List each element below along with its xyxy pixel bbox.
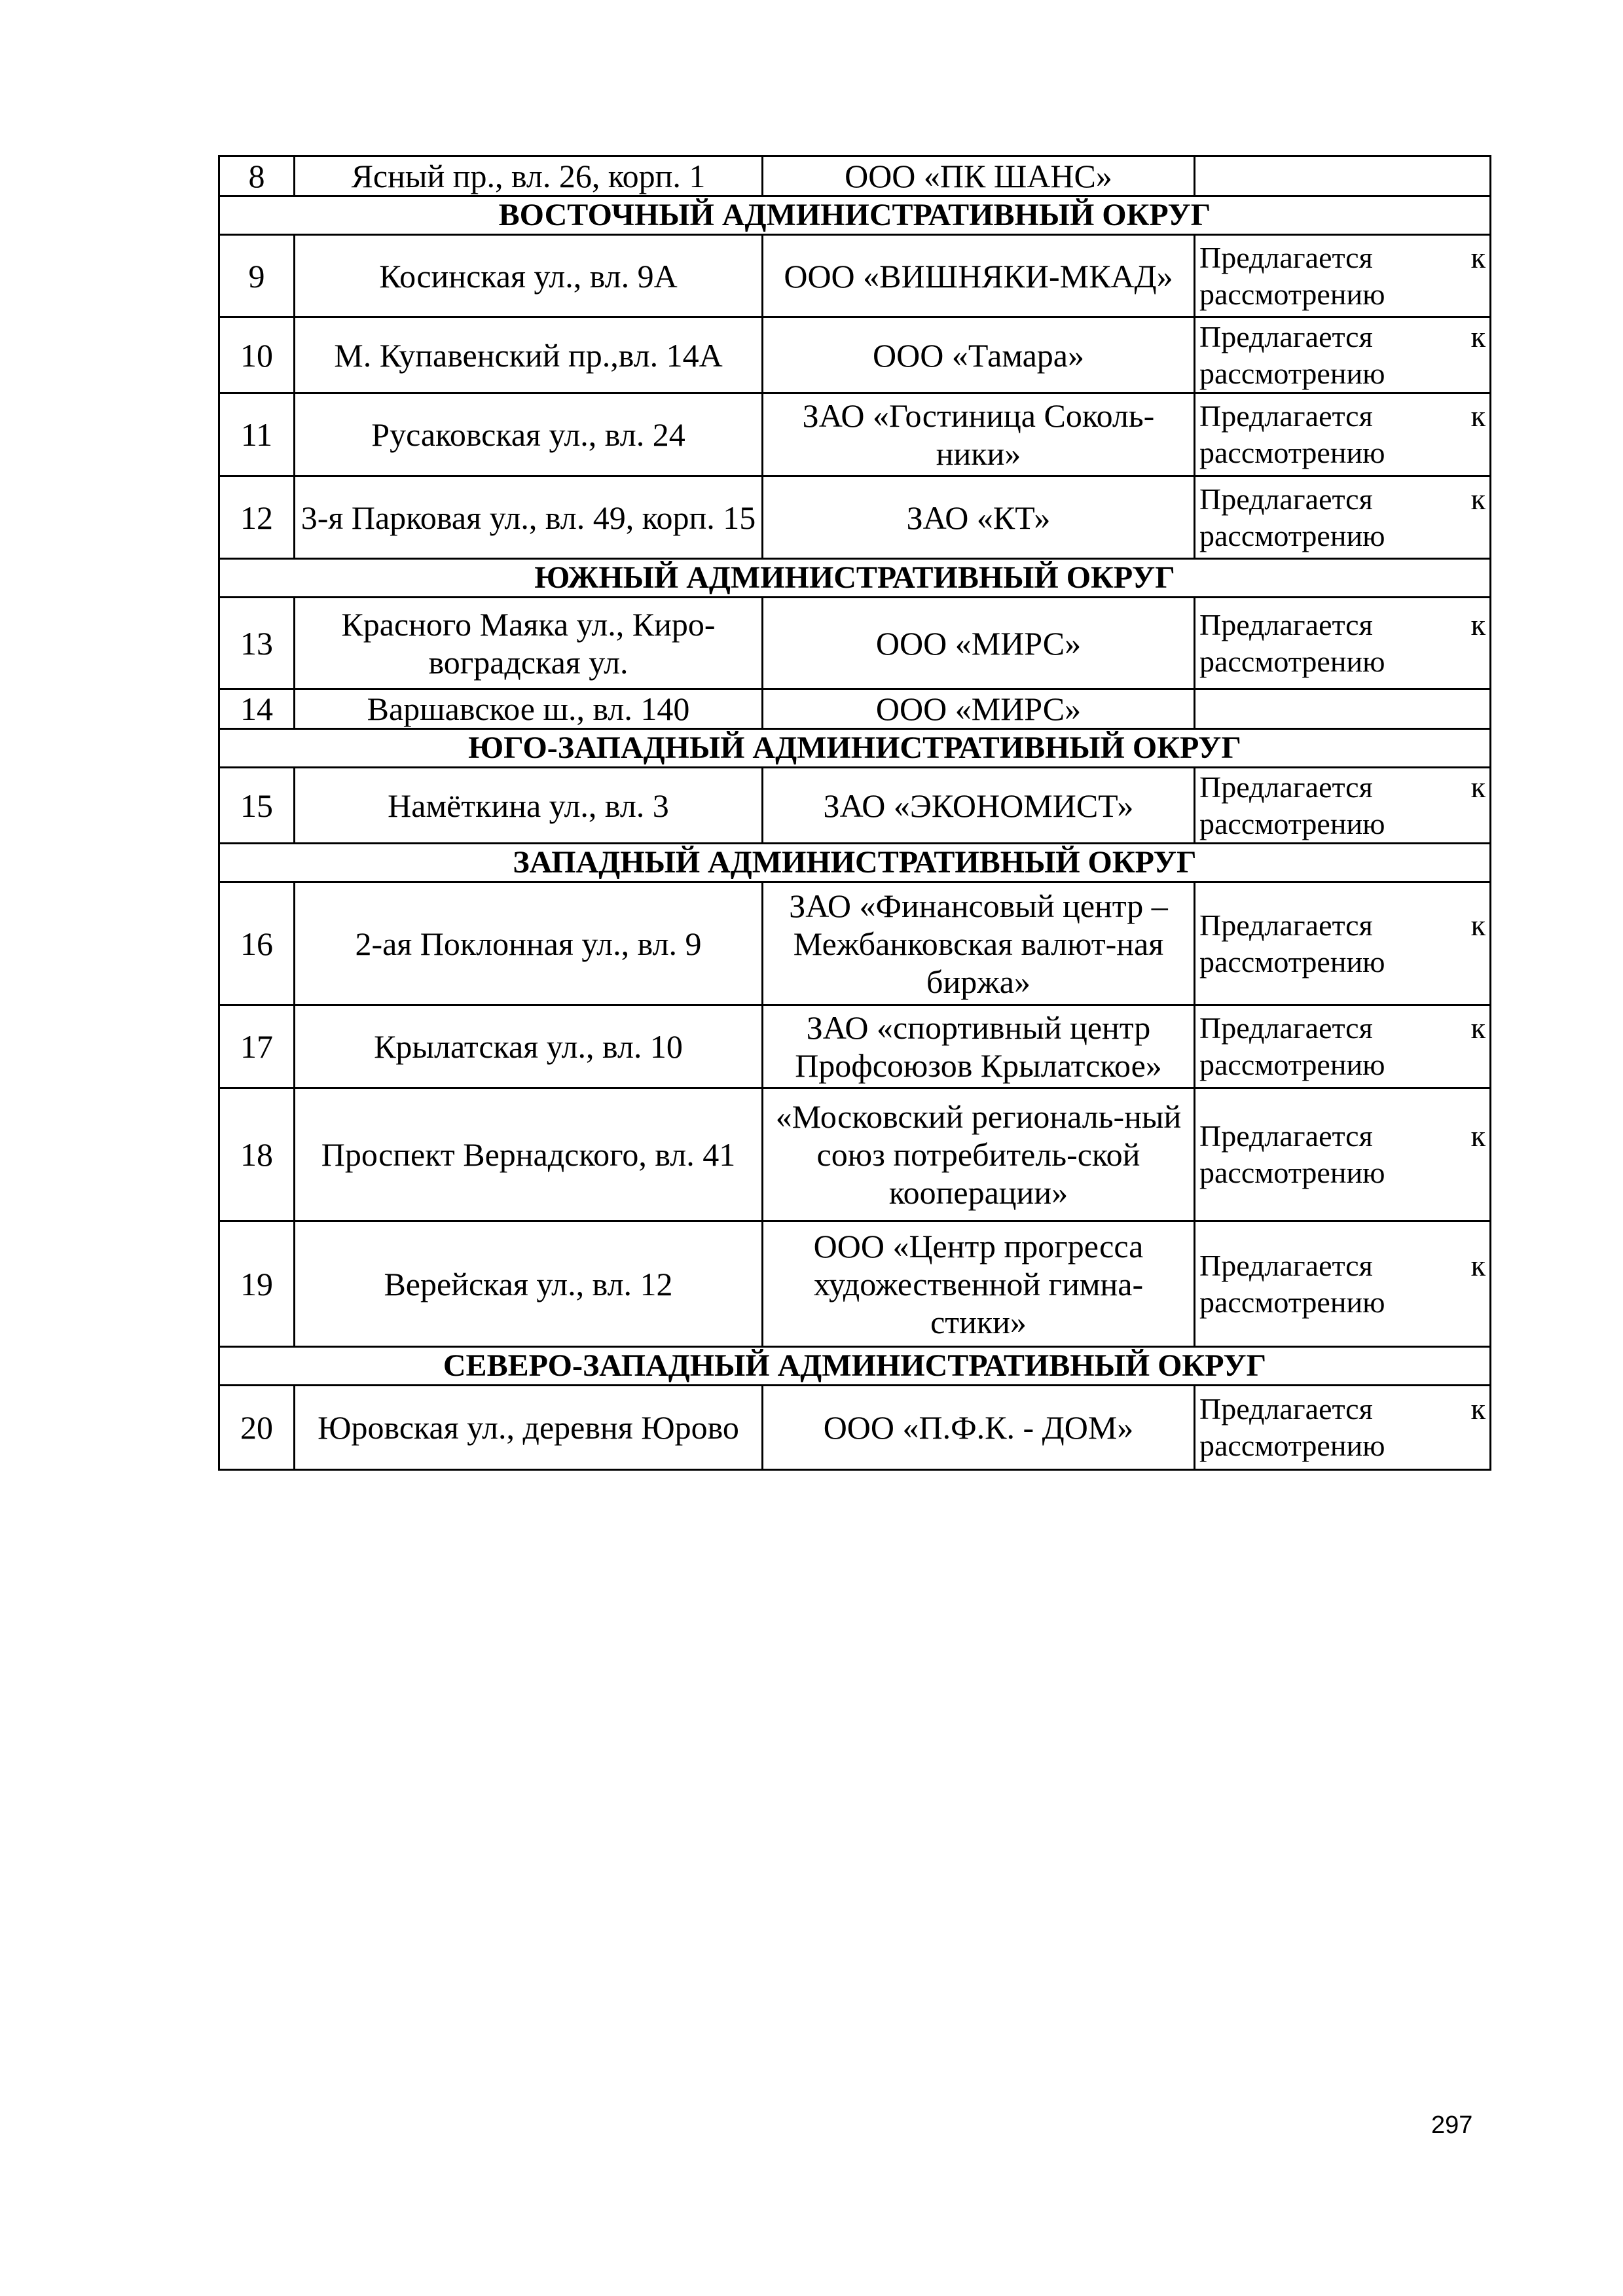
table-row [219,476,1491,559]
address-cell: Проспект Вернадского, вл. 41 [295,1088,763,1221]
organization-cell: ООО «МИРС» [763,689,1195,729]
table-row [219,689,1491,729]
organization-cell: ООО «ВИШНЯКИ-МКАД» [763,235,1195,317]
note-cell: Предлагается к рассмотрению [1195,393,1491,476]
table-row [219,317,1491,393]
table-row [219,235,1491,317]
address-cell: Варшавское ш., вл. 140 [295,689,763,729]
organization-cell: ООО «П.Ф.К. - ДОМ» [763,1386,1195,1470]
row-number: 18 [219,1088,295,1221]
table-row [219,1221,1491,1347]
section-title: СЕВЕРО-ЗАПАДНЫЙ АДМИНИСТРАТИВНЫЙ ОКРУГ [219,1347,1491,1386]
section-row [219,844,1491,882]
row-number: 14 [219,689,295,729]
row-number: 16 [219,882,295,1005]
row-number: 20 [219,1386,295,1470]
section-row [219,559,1491,598]
organization-cell: «Московский региональ-ный союз потребитель-ской кооперации» [763,1088,1195,1221]
row-number: 19 [219,1221,295,1347]
table-row [219,156,1491,196]
table-row [219,882,1491,1005]
note-cell [1195,689,1491,729]
document-table [218,155,1491,1471]
row-number: 8 [219,156,295,196]
section-row [219,1347,1491,1386]
section-title: ВОСТОЧНЫЙ АДМИНИСТРАТИВНЫЙ ОКРУГ [219,196,1491,235]
note-cell: Предлагается к рассмотрению [1195,598,1491,689]
table-row [219,1005,1491,1088]
address-cell: М. Купавенский пр.,вл. 14А [295,317,763,393]
section-row [219,729,1491,768]
organization-cell: ЗАО «Финансовый центр – Межбанковская валют-ная биржа» [763,882,1195,1005]
organization-cell: ЗАО «КТ» [763,476,1195,559]
section-title: ЗАПАДНЫЙ АДМИНИСТРАТИВНЫЙ ОКРУГ [219,844,1491,882]
row-number: 15 [219,768,295,844]
address-cell: Ясный пр., вл. 26, корп. 1 [295,156,763,196]
organization-cell: ООО «МИРС» [763,598,1195,689]
organization-cell: ООО «Тамара» [763,317,1195,393]
note-cell: Предлагается к рассмотрению [1195,1221,1491,1347]
note-cell: Предлагается к рассмотрению [1195,476,1491,559]
table-row [219,598,1491,689]
organization-cell: ЗАО «ЭКОНОМИСТ» [763,768,1195,844]
note-cell: Предлагается к рассмотрению [1195,1386,1491,1470]
table-row [219,768,1491,844]
table-row [219,1088,1491,1221]
note-cell [1195,156,1491,196]
row-number: 9 [219,235,295,317]
table-row [219,1386,1491,1470]
note-cell: Предлагается к рассмотрению [1195,317,1491,393]
page-number: 297 [1431,2111,1473,2139]
address-cell: 2-ая Поклонная ул., вл. 9 [295,882,763,1005]
table-body [219,156,1491,1470]
address-cell: Юровская ул., деревня Юрово [295,1386,763,1470]
note-cell: Предлагается к рассмотрению [1195,1088,1491,1221]
address-cell: Крылатская ул., вл. 10 [295,1005,763,1088]
note-cell: Предлагается к рассмотрению [1195,768,1491,844]
note-cell: Предлагается к рассмотрению [1195,882,1491,1005]
address-cell: 3-я Парковая ул., вл. 49, корп. 15 [295,476,763,559]
organization-cell: ЗАО «Гостиница Соколь-ники» [763,393,1195,476]
organization-cell: ЗАО «спортивный центр Профсоюзов Крылатское» [763,1005,1195,1088]
section-row [219,196,1491,235]
table-row [219,393,1491,476]
note-cell: Предлагается к рассмотрению [1195,235,1491,317]
organization-cell: ООО «ПК ШАНС» [763,156,1195,196]
address-cell: Намёткина ул., вл. 3 [295,768,763,844]
section-title: ЮГО-ЗАПАДНЫЙ АДМИНИСТРАТИВНЫЙ ОКРУГ [219,729,1491,768]
note-cell: Предлагается к рассмотрению [1195,1005,1491,1088]
row-number: 10 [219,317,295,393]
address-cell: Красного Маяка ул., Киро-воградская ул. [295,598,763,689]
section-title: ЮЖНЫЙ АДМИНИСТРАТИВНЫЙ ОКРУГ [219,559,1491,598]
row-number: 17 [219,1005,295,1088]
address-cell: Верейская ул., вл. 12 [295,1221,763,1347]
row-number: 12 [219,476,295,559]
address-cell: Косинская ул., вл. 9А [295,235,763,317]
address-cell: Русаковская ул., вл. 24 [295,393,763,476]
row-number: 13 [219,598,295,689]
organization-cell: ООО «Центр прогресса художественной гимна-стики» [763,1221,1195,1347]
row-number: 11 [219,393,295,476]
